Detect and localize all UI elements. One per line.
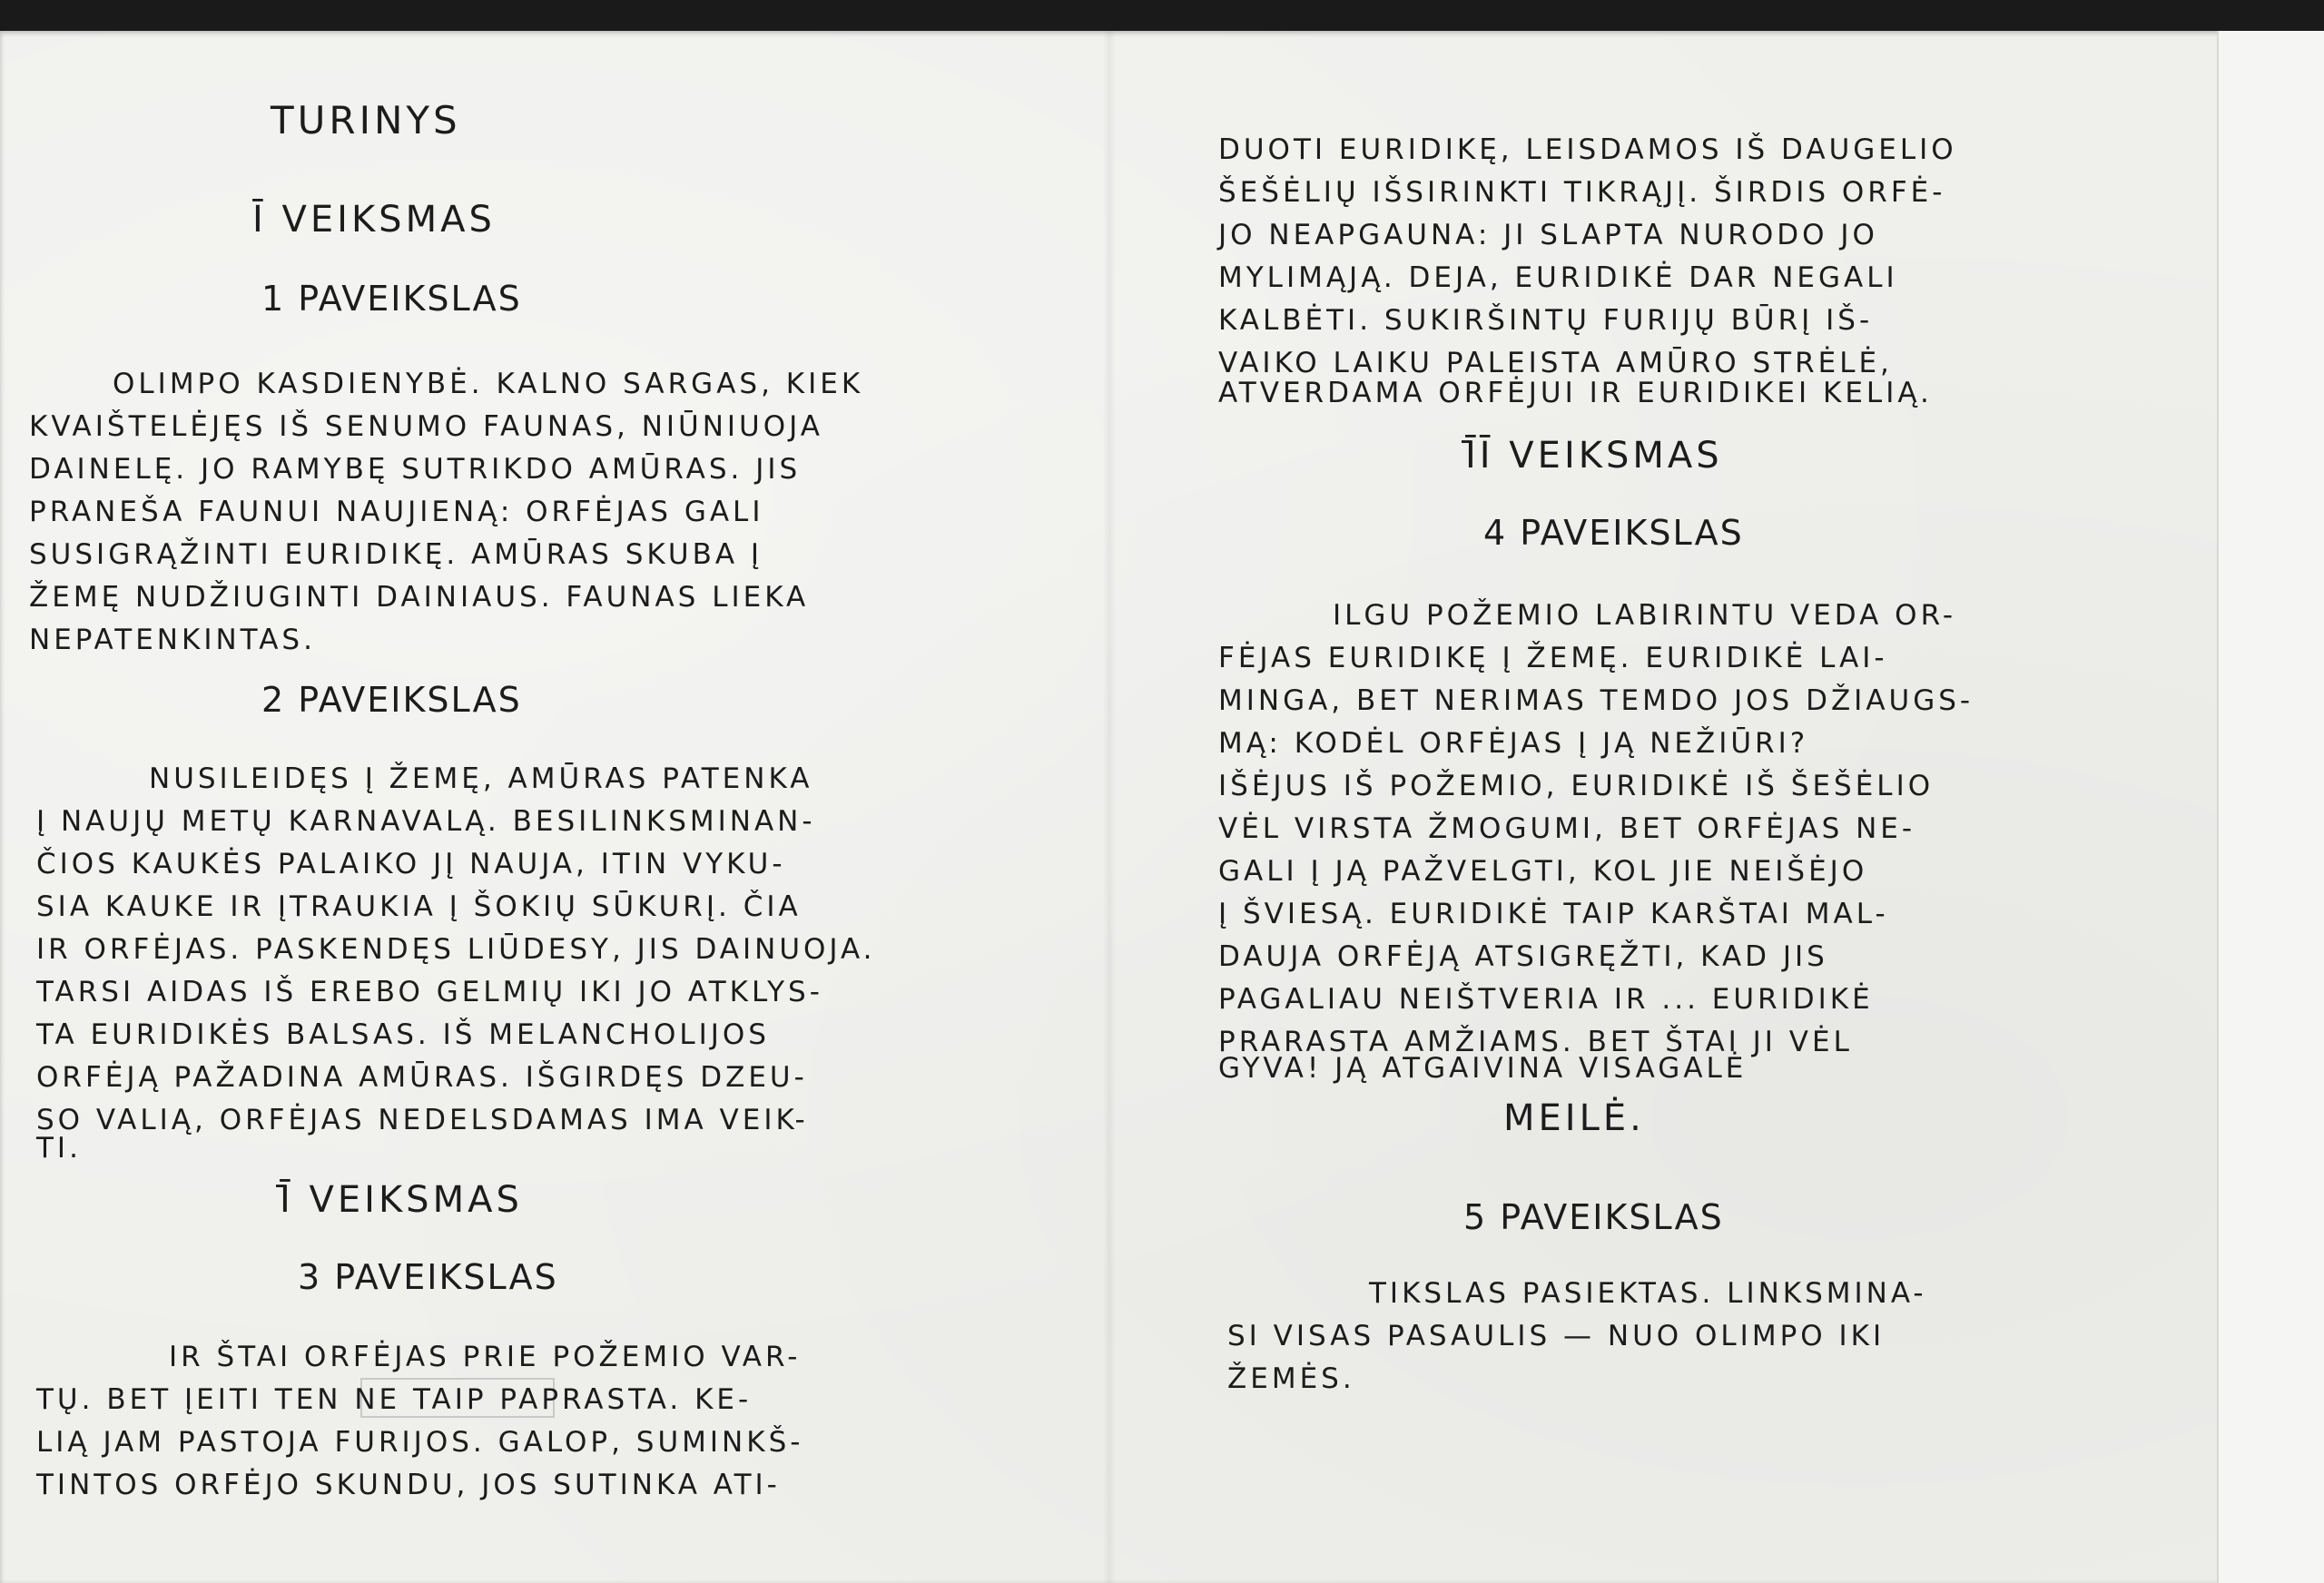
- scene-3-line: TINTOS ORFĖJO SKUNDU, JOS SUTINKA ATI-: [36, 1469, 781, 1501]
- scene-3-cont-line: DUOTI EURIDIKĘ, LEISDAMOS IŠ DAUGELIO: [1218, 133, 1957, 166]
- scene-2-line: Į NAUJŲ METŲ KARNAVALĄ. BESILINKSMINAN-: [36, 805, 816, 838]
- scene-4-line: Į ŠVIESĄ. EURIDIKĖ TAIP KARŠTAI MAL-: [1218, 898, 1889, 930]
- scene-4-line: MINGA, BET NERIMAS TEMDO JOS DŽIAUGS-: [1218, 684, 1974, 717]
- paper-edge: [2217, 31, 2324, 1583]
- page-fold: [1103, 31, 1116, 1583]
- scene-2-line: TI.: [36, 1132, 82, 1165]
- scene-3-line: TŲ. BET ĮEITI TEN NE TAIP PAPRASTA. KE-: [36, 1383, 753, 1416]
- scene-1-line: OLIMPO KASDIENYBĖ. KALNO SARGAS, KIEK: [113, 368, 864, 400]
- scene-4-line: FĖJAS EURIDIKĘ Į ŽEMĘ. EURIDIKĖ LAI-: [1218, 642, 1888, 674]
- act-1-heading: Ī VEIKSMAS: [252, 199, 496, 241]
- scene-3-heading: 3 PAVEIKSLAS: [298, 1257, 558, 1297]
- scene-3-cont-line: VAIKO LAIKU PALEISTA AMŪRO STRĖLĖ,: [1218, 347, 1893, 379]
- scene-4-line: IŠĖJUS IŠ POŽEMIO, EURIDIKĖ IŠ ŠEŠĖLIO: [1218, 770, 1935, 802]
- scene-1-line: ŽEMĘ NUDŽIUGINTI DAINIAUS. FAUNAS LIEKA: [29, 581, 810, 614]
- scene-3-cont-line: ATVERDAMA ORFĖJUI IR EURIDIKEI KELIĄ.: [1218, 377, 1933, 409]
- scene-4-line: ILGU POŽEMIO LABIRINTU VEDA OR-: [1333, 599, 1957, 632]
- scene-5-line: TIKSLAS PASIEKTAS. LINKSMINA-: [1369, 1277, 1927, 1310]
- scene-4-heading: 4 PAVEIKSLAS: [1483, 513, 1744, 553]
- act-3-heading: Ī̄Ī VEIKSMAS: [1465, 435, 1723, 477]
- scene-3-cont-line: ŠEŠĖLIŲ IŠSIRINKTI TIKRĄJĮ. ŠIRDIS ORFĖ-: [1218, 176, 1946, 209]
- scene-4-line: PRARASTA AMŽIAMS. BET ŠTAI JI VĖL: [1218, 1026, 1853, 1058]
- scene-2-line: IR ORFĖJAS. PASKENDĘS LIŪDESY, JIS DAINUOJA.: [36, 933, 876, 966]
- scene-2-line: SIA KAUKE IR ĮTRAUKIA Į ŠOKIŲ SŪKURĮ. ČIA: [36, 890, 802, 923]
- scene-3-cont-line: JO NEAPGAUNA: JI SLAPTA NURODO JO: [1218, 219, 1878, 251]
- scene-3-line: IR ŠTAI ORFĖJAS PRIE POŽEMIO VAR-: [169, 1341, 802, 1373]
- scene-1-line: KVAIŠTELĖJĘS IŠ SENUMO FAUNAS, NIŪNIUOJA: [29, 410, 823, 443]
- scene-2-line: SO VALIĄ, ORFĖJAS NEDELSDAMAS IMA VEIK-: [36, 1104, 809, 1136]
- scene-4-line: DAUJA ORFĖJĄ ATSIGRĘŽTI, KAD JIS: [1218, 940, 1828, 973]
- scene-4-line: GYVA! JĄ ATGAIVINA VISAGALĖ: [1218, 1052, 1748, 1085]
- scene-2-line: TA EURIDIKĖS BALSAS. IŠ MELANCHOLIJOS: [36, 1018, 770, 1051]
- scene-2-heading: 2 PAVEIKSLAS: [261, 680, 522, 720]
- scene-4-line: MĄ: KODĖL ORFĖJAS Į JĄ NEŽIŪRI?: [1218, 727, 1809, 760]
- scene-2-line: NUSILEIDĘS Į ŽEMĘ, AMŪRAS PATENKA: [149, 762, 813, 795]
- scene-1-line: PRANEŠA FAUNUI NAUJIENĄ: ORFĖJAS GALI: [29, 496, 764, 528]
- scene-1-line: DAINELĘ. JO RAMYBĘ SUTRIKDO AMŪRAS. JIS: [29, 453, 802, 486]
- scene-4-line: PAGALIAU NEIŠTVERIA IR ... EURIDIKĖ: [1218, 983, 1874, 1016]
- scene-5-line: ŽEMĖS.: [1227, 1362, 1355, 1395]
- scene-1-line: SUSIGRĄŽINTI EURIDIKĘ. AMŪRAS SKUBA Į: [29, 538, 763, 571]
- act-2-heading: Ī̄ VEIKSMAS: [280, 1179, 523, 1221]
- scene-4-line: GALI Į JĄ PAŽVELGTI, KOL JIE NEIŠĖJO: [1218, 855, 1868, 888]
- scene-2-line: ORFĖJĄ PAŽADINA AMŪRAS. IŠGIRDĘS DZEU-: [36, 1061, 808, 1094]
- scene-5-line: SI VISAS PASAULIS — NUO OLIMPO IKI: [1227, 1320, 1886, 1352]
- scene-2-line: ČIOS KAUKĖS PALAIKO JĮ NAUJA, ITIN VYKU-: [36, 848, 786, 880]
- scene-3-cont-line: MYLIMĄJĄ. DEJA, EURIDIKĖ DAR NEGALI: [1218, 261, 1898, 294]
- scene-3-line: LIĄ JAM PASTOJA FURIJOS. GALOP, SUMINKŠ-: [36, 1426, 804, 1459]
- scene-1-heading: 1 PAVEIKSLAS: [261, 279, 522, 319]
- scene-4-line: VĖL VIRSTA ŽMOGUMI, BET ORFĖJAS NE-: [1218, 812, 1916, 845]
- scene-1-line: NEPATENKINTAS.: [29, 624, 316, 656]
- final-word-meile: MEILĖ.: [1503, 1097, 1645, 1139]
- scene-3-cont-line: KALBĖTI. SUKIRŠINTŲ FURIJŲ BŪRĮ IŠ-: [1218, 304, 1874, 337]
- scene-2-line: TARSI AIDAS IŠ EREBO GELMIŲ IKI JO ATKLYS-: [36, 976, 823, 1008]
- scene-5-heading: 5 PAVEIKSLAS: [1463, 1197, 1724, 1237]
- contents-title: TURINYS: [271, 98, 461, 143]
